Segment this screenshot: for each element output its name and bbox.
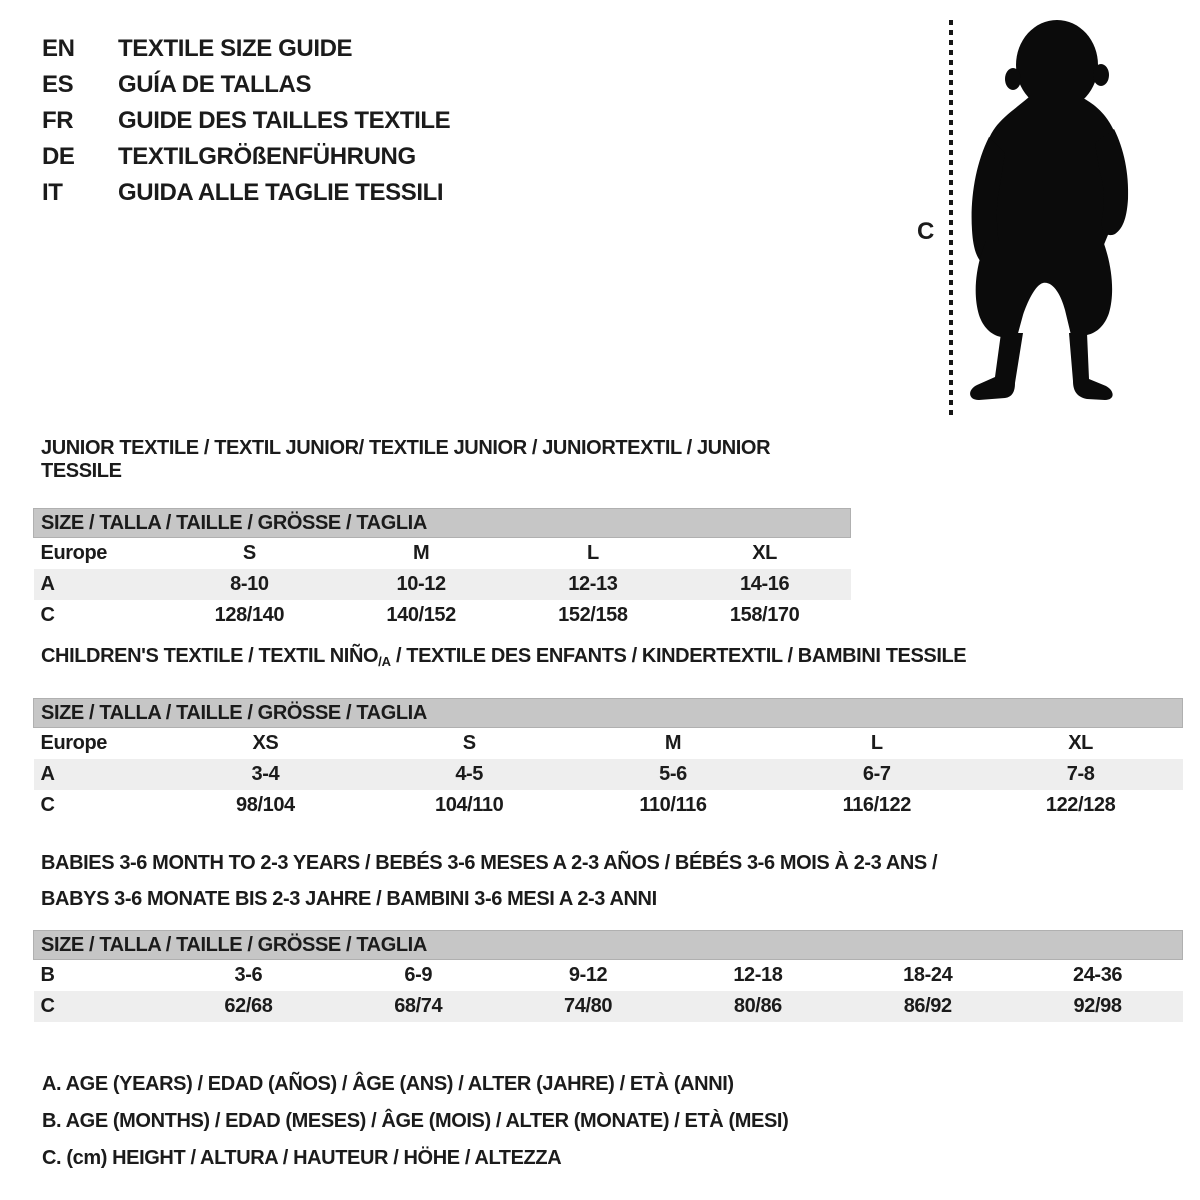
size-value-cell: M: [412, 542, 430, 564]
size-value-cell: 80/86: [733, 995, 782, 1017]
section-title: [41, 437, 851, 483]
row-label: A: [40, 763, 55, 785]
size-value-cell: L: [586, 542, 599, 564]
section-babies-textile: [33, 845, 1183, 1022]
size-value-cell: S: [462, 732, 476, 754]
size-value-cell: 12-18: [733, 964, 783, 986]
size-table-header-row: [34, 509, 851, 538]
size-table: [33, 930, 1183, 1022]
size-value-cell: 68/74: [394, 995, 443, 1017]
size-table-header: SIZE / TALLA / TAILLE / GRÖSSE / TAGLIA: [34, 931, 1183, 960]
size-value-cell: 8-10: [230, 573, 269, 595]
section-title-text: BABYS 3-6 MONATE BIS 2-3 JAHRE / BAMBINI 3-6 MESI A 2-3 ANNI: [41, 888, 657, 910]
size-value-cell: 158/170: [729, 604, 800, 626]
legend-line: B. AGE (MONTHS) / EDAD (MESES) / ÂGE (MOIS) / ALTER (MONATE) / ETÀ (MESI): [42, 1110, 789, 1132]
section-title: [41, 845, 1183, 917]
height-measure-dashed-line: [949, 20, 953, 418]
section-title-text: CHILDREN'S TEXTILE / TEXTIL NIÑO: [41, 645, 379, 667]
size-value-cell: 4-5: [455, 763, 484, 785]
section-title: [41, 645, 1183, 673]
table-row: [34, 759, 1183, 790]
row-label: C: [40, 995, 55, 1017]
section-title-line: [41, 645, 1183, 673]
language-row: [42, 103, 450, 139]
language-title: GUIDE DES TAILLES TEXTILE: [118, 107, 451, 134]
table-row: [34, 991, 1183, 1022]
toddler-silhouette-icon: [965, 15, 1140, 415]
height-figure: [905, 12, 1175, 426]
size-value-cell: 122/128: [1045, 794, 1116, 816]
language-row: [42, 139, 450, 175]
section-title-line: [41, 881, 1183, 917]
language-code: ES: [42, 71, 74, 98]
language-row: [42, 175, 450, 211]
language-code: EN: [42, 35, 75, 62]
size-table: [33, 698, 1183, 821]
language-row: [42, 67, 450, 103]
row-label: C: [40, 604, 55, 626]
section-title-text: BABIES 3-6 MONTH TO 2-3 YEARS / BEBÉS 3-6 MESES A 2-3 AÑOS / BÉBÉS 3-6 MOIS À 2-3 ANS /: [41, 852, 938, 874]
language-title-list: [42, 31, 450, 211]
size-value-cell: 152/158: [558, 604, 628, 626]
row-label: A: [40, 573, 55, 595]
legend-line: C. (cm) HEIGHT / ALTURA / HAUTEUR / HÖHE / ALTEZZA: [42, 1147, 562, 1169]
size-value-cell: 6-7: [862, 763, 891, 785]
size-value-cell: 14-16: [740, 573, 790, 595]
size-table-header: SIZE / TALLA / TAILLE / GRÖSSE / TAGLIA: [34, 509, 851, 538]
legend-line: A. AGE (YEARS) / EDAD (AÑOS) / ÂGE (ANS) / ALTER (JAHRE) / ETÀ (ANNI): [42, 1073, 734, 1095]
language-code: IT: [42, 179, 63, 206]
size-table-header-row: [34, 931, 1183, 960]
row-label: B: [40, 964, 55, 986]
language-title: GUÍA DE TALLAS: [118, 71, 312, 98]
size-value-cell: 128/140: [214, 604, 285, 626]
language-title: GUIDA ALLE TAGLIE TESSILI: [118, 179, 444, 206]
table-row: [34, 569, 851, 600]
size-value-cell: S: [242, 542, 256, 564]
size-table: [33, 508, 851, 631]
language-code: FR: [42, 107, 74, 134]
size-value-cell: 10-12: [396, 573, 446, 595]
table-row: [34, 790, 1183, 821]
language-row: [42, 31, 450, 67]
table-row: [34, 960, 1183, 992]
section-title-text: JUNIOR TEXTILE / TEXTIL JUNIOR/ TEXTILE JUNIOR / JUNIORTEXTIL / JUNIOR TESSILE: [41, 437, 771, 482]
size-value-cell: 3-4: [251, 763, 280, 785]
size-table-header: SIZE / TALLA / TAILLE / GRÖSSE / TAGLIA: [34, 699, 1183, 728]
size-value-cell: XL: [752, 542, 777, 564]
size-value-cell: 12-13: [568, 573, 618, 595]
size-value-cell: XS: [252, 732, 279, 754]
size-value-cell: 86/92: [903, 995, 952, 1017]
size-value-cell: 9-12: [568, 964, 608, 986]
language-title: TEXTILE SIZE GUIDE: [118, 35, 353, 62]
size-value-cell: 110/116: [639, 794, 707, 816]
size-value-cell: 98/104: [236, 794, 295, 816]
size-value-cell: 62/68: [224, 995, 273, 1017]
size-table-header-row: [34, 699, 1183, 728]
size-value-cell: 18-24: [903, 964, 953, 986]
size-value-cell: 24-36: [1072, 964, 1123, 986]
section-children-textile: [33, 645, 1183, 821]
size-value-cell: 104/110: [434, 794, 504, 816]
section-title-line: [41, 845, 1183, 881]
section-title-text: / TEXTILE DES ENFANTS / KINDERTEXTIL / BAMBINI TESSILE: [390, 645, 967, 667]
height-dimension-label: C: [917, 218, 934, 245]
legend: [42, 1066, 788, 1177]
section-title-subscript: /A: [378, 654, 391, 669]
size-value-cell: L: [870, 732, 883, 754]
size-value-cell: 3-6: [234, 964, 263, 986]
section-title-line: [41, 437, 851, 483]
size-value-cell: XL: [1068, 732, 1093, 754]
language-title: TEXTILGRÖßENFÜHRUNG: [118, 143, 416, 170]
section-junior-textile: [33, 437, 851, 631]
row-label: Europe: [40, 542, 107, 564]
table-row: [34, 728, 1183, 760]
language-code: DE: [42, 143, 75, 170]
size-value-cell: 116/122: [842, 794, 911, 816]
size-value-cell: 6-9: [404, 964, 433, 986]
size-value-cell: 5-6: [659, 763, 687, 785]
row-label: Europe: [40, 732, 107, 754]
table-row: [34, 600, 851, 631]
size-value-cell: 140/152: [386, 604, 456, 626]
table-row: [34, 538, 851, 570]
size-value-cell: 74/80: [564, 995, 613, 1017]
size-value-cell: 92/98: [1073, 995, 1122, 1017]
size-value-cell: M: [664, 732, 682, 754]
size-value-cell: 7-8: [1066, 763, 1095, 785]
row-label: C: [40, 794, 55, 816]
